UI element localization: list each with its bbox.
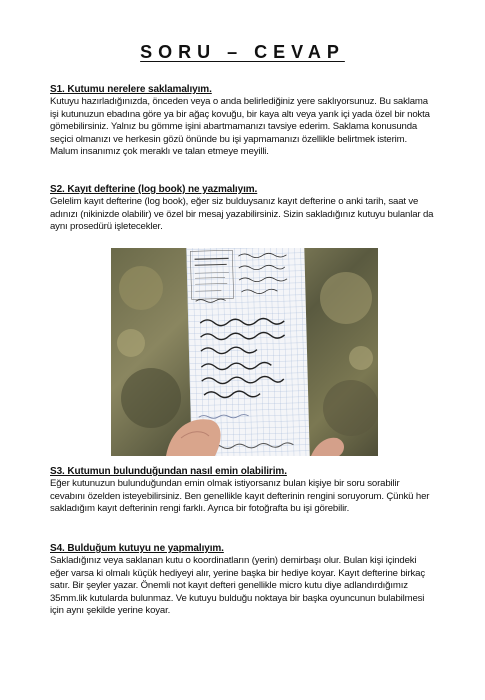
logbook-photo-illustration (111, 248, 378, 456)
answer-3: Eğer kutunuzun bulunduğundan emin olmak istiyorsanız bulan kişiye bir soru sorabilir cevabını özelden isteyebilirsiniz. Ben genellikle kayıt defterinin rengini soruyorum. Çünkü her sakladığım kayıt defterinin rengi farklı. Ayrıca bir fotoğrafta bu işi görebilir. (50, 478, 430, 515)
question-3: S3. Kutumun bulunduğundan nasıl emin olabilirim. (50, 466, 287, 477)
faq-section-4 (50, 543, 435, 618)
answer-1: Kutuyu hazırladığınızda, önceden veya o anda belirlediğiniz yere saklıyorsunuz. Bu saklama işi kutunuzun ebadına göre ya bir ağaç kovuğu, bir kaya altı veya yarık içi yada özel bir nokta gömebilirsiniz. Yalnız bu gömme işini abartmamanızı tavsiye ederim. Saklama konusunda seçici olmanızı ve herkesin gözü önünde bu işi yapmamanızı özellikle belirtmek isterim. Malum insanımız çok meraklı ve talan etmeye meyilli. (50, 96, 430, 158)
question-1: S1. Kutumu nerelere saklamalıyım. (50, 84, 212, 95)
logbook-photo (111, 248, 378, 456)
page-title: SORU – CEVAP (140, 42, 345, 62)
question-2: S2. Kayıt defterine (log book) ne yazmalıyım. (50, 184, 258, 195)
faq-section-2 (50, 184, 435, 234)
answer-4: Sakladığınız veya saklanan kutu o koordinatların (yerin) demirbaşı olur. Bulan kişi içindeki eğer varsa ki olmalı küçük hediyeyi alır, yerine başka bir hediye koyar. Kayıt defterine birkaç satır. Bir şeyler yazar. Önemli not kayıt defteri genellikle micro kutu diye adlandırdığımız 35mm.lik kutularda bulunmaz. Ve kutuyu bulduğu noktaya bir başka oyuncunun bulabilmesi için aynı şekilde yerine koyar. (50, 555, 426, 617)
question-4: S4. Bulduğum kutuyu ne yapmalıyım. (50, 543, 224, 554)
faq-section-3 (50, 466, 435, 516)
faq-section-1 (50, 84, 435, 159)
answer-2: Gelelim kayıt defterine (log book), eğer siz bulduysanız kayıt defterine o anki tarih, saat ve adınızı (nikinizde olabilir) ve özel bir mesaj yazabilirsiniz. Sizin sakladığınız kutuyu bulanlar da aynı prosedürü işletecekler. (50, 196, 434, 233)
